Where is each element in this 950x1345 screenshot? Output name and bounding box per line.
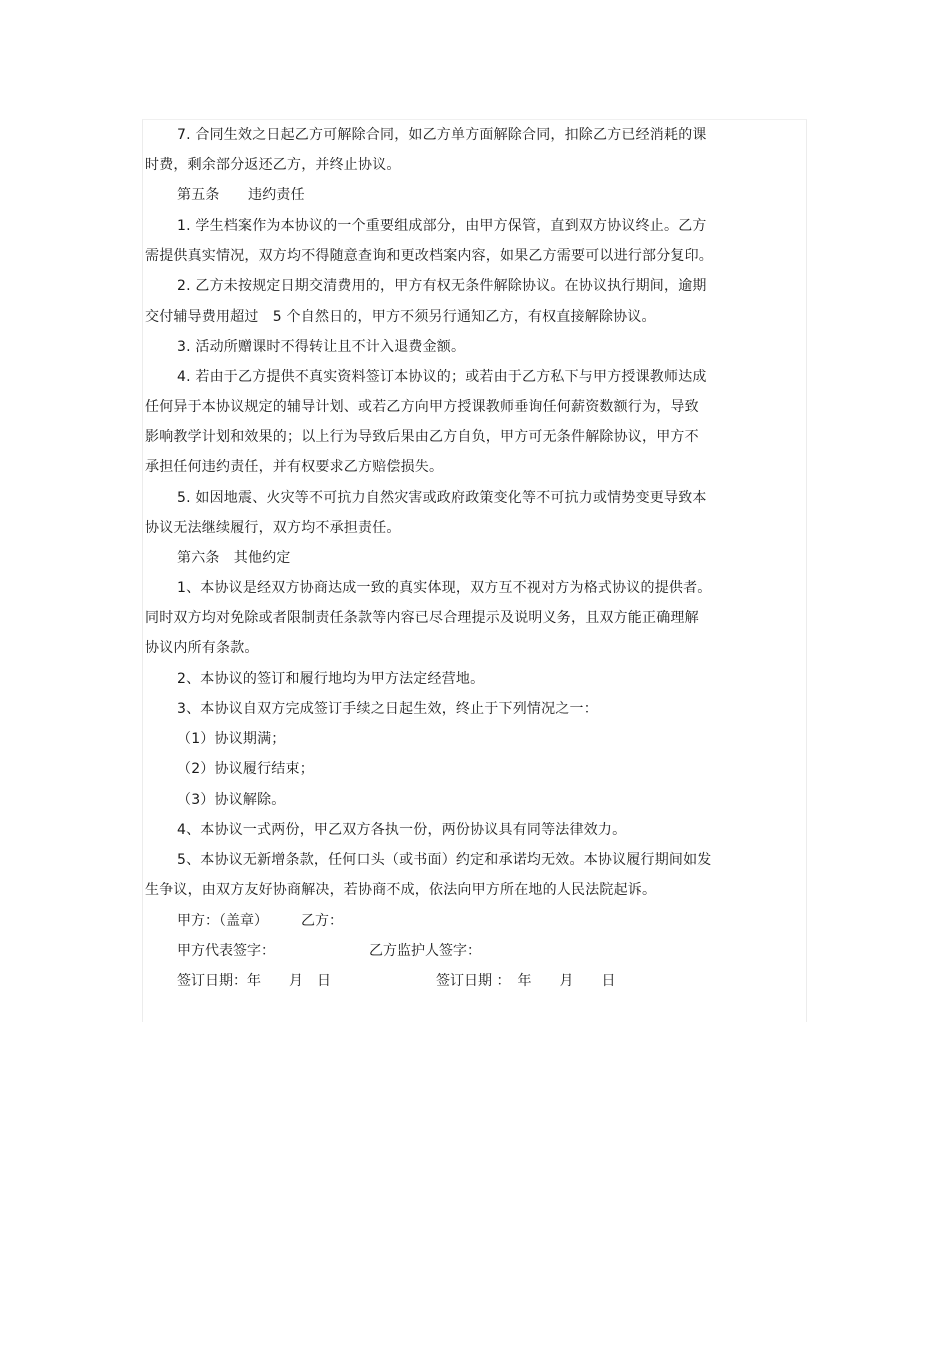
paragraph-line: 生争议，由双方友好协商解决，若协商不成，依法向甲方所在地的人民法院起诉。: [145, 882, 657, 898]
list-item: （2）协议履行结束；: [177, 761, 314, 777]
party-b-field: 乙方：: [301, 913, 343, 929]
paragraph-line: 5. 如因地震、火灾等不可抗力自然灾害或政府政策变化等不可抗力或情势变更导致本: [177, 490, 707, 506]
paragraph-line: 1. 学生档案作为本协议的一个重要组成部分，由甲方保管，直到双方协议终止。乙方: [177, 218, 707, 234]
party-a-sign-date: 签订日期：年 月 日: [177, 973, 331, 989]
paragraph-line: 3. 活动所赠课时不得转让且不计入退费金额。: [177, 339, 466, 355]
paragraph-line: 协议内所有条款。: [145, 640, 259, 656]
list-item: （1）协议期满；: [177, 731, 286, 747]
paragraph-line: 同时双方均对免除或者限制责任条款等内容已尽合理提示及说明义务，且双方能正确理解: [145, 610, 699, 626]
paragraph-line: 5、本协议无新增条款，任何口头（或书面）约定和承诺均无效。本协议履行期间如发: [177, 852, 712, 868]
paragraph-line: 时费，剩余部分返还乙方，并终止协议。: [145, 157, 401, 173]
paragraph-line: 交付辅导费用超过 5 个自然日的，甲方不须另行通知乙方，有权直接解除协议。: [145, 309, 656, 325]
paragraph-line: 4. 若由于乙方提供不真实资料签订本协议的；或若由于乙方私下与甲方授课教师达成: [177, 369, 707, 385]
paragraph-line: 任何异于本协议规定的辅导计划、或若乙方向甲方授课教师垂询任何薪资数额行为，导致: [145, 399, 699, 415]
paragraph-line: 2. 乙方未按规定日期交清费用的，甲方有权无条件解除协议。在协议执行期间，逾期: [177, 278, 707, 294]
section-heading: 第六条 其他约定: [177, 550, 291, 566]
party-b-sign-date: 签订日期 ： 年 月 日: [436, 973, 616, 989]
paragraph-line: 3、本协议自双方完成签订手续之日起生效，终止于下列情况之一：: [177, 701, 598, 717]
party-b-guardian-signature: 乙方监护人签字：: [369, 943, 481, 959]
paragraph-line: 承担任何违约责任，并有权要求乙方赔偿损失。: [145, 459, 444, 475]
section-heading: 第五条 违约责任: [177, 187, 305, 203]
paragraph-line: 1、本协议是经双方协商达成一致的真实体现，双方互不视对方为格式协议的提供者。: [177, 580, 712, 596]
paragraph-line: 4、本协议一式两份，甲乙双方各执一份，两份协议具有同等法律效力。: [177, 822, 627, 838]
paragraph-line: 2、本协议的签订和履行地均为甲方法定经营地。: [177, 671, 485, 687]
paragraph-line: 7. 合同生效之日起乙方可解除合同，如乙方单方面解除合同，扣除乙方已经消耗的课: [177, 127, 707, 143]
party-a-seal-field: 甲方：（盖章）: [177, 913, 268, 929]
paragraph-line: 协议无法继续履行，双方均不承担责任。: [145, 520, 401, 536]
list-item: （3）协议解除。: [177, 792, 286, 808]
paragraph-line: 影响教学计划和效果的；以上行为导致后果由乙方自负，甲方可无条件解除协议，甲方不: [145, 429, 699, 445]
paragraph-line: 需提供真实情况，双方均不得随意查询和更改档案内容，如果乙方需要可以进行部分复印。: [145, 248, 713, 264]
party-a-representative-signature: 甲方代表签字：: [177, 943, 275, 959]
